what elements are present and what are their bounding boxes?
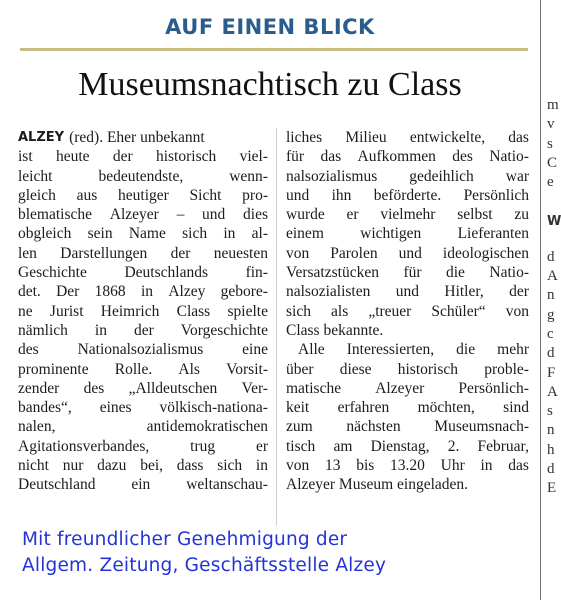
line-text: nalen, antidemokratischen	[18, 418, 268, 436]
line-text: Geschichte Deutschlands fin-	[18, 264, 268, 282]
line-text: ne Jurist Heimrich Class spielte	[18, 302, 268, 320]
page-column-rule	[540, 0, 541, 600]
text-line	[18, 302, 268, 321]
adjacent-article-edge	[547, 96, 561, 499]
line-text: und ihn beförderte. Persönlich	[286, 186, 529, 204]
text-line	[286, 340, 529, 359]
edge-letter: v	[547, 116, 555, 133]
text-line	[18, 417, 268, 436]
edge-letter: n	[547, 287, 555, 304]
line-text: von Parolen und ideologischen	[286, 244, 529, 262]
line-text: matische Alzeyer Persönlich-	[286, 379, 529, 397]
line-text: tisch am Dienstag, 2. Februar,	[286, 437, 529, 455]
line-text: zender des „Alldeutschen Ver-	[18, 379, 268, 397]
line-text: über diese historisch proble-	[286, 360, 529, 378]
line-text: einem wichtigen Lieferanten	[286, 225, 529, 243]
kicker-rule	[20, 48, 528, 51]
caption-line-2: Allgem. Zeitung, Geschäftsstelle Alzey	[22, 555, 387, 576]
line-text: Alzeyer Museum eingeladen.	[286, 476, 469, 494]
line-text: von 13 bis 13.20 Uhr in das	[286, 457, 529, 475]
edge-letter: h	[547, 441, 555, 458]
edge-letter: d	[547, 248, 555, 265]
text-line	[286, 437, 529, 456]
text-line	[18, 263, 268, 282]
line-text: (red). Eher unbekannt	[69, 129, 205, 146]
caption-line-1: Mit freundlicher Genehmigung der	[22, 529, 348, 550]
line-text: ist heute der historisch viel-	[18, 148, 268, 166]
line-text: blematische Alzeyer – und dies	[18, 206, 268, 224]
line-text: keit erfahren möchten, sind	[286, 399, 529, 417]
line-text: nalsozialisten und Hitler, der	[286, 283, 529, 301]
line-text: zum nächsten Museumsnach-	[286, 418, 529, 436]
edge-letter: E	[547, 480, 557, 497]
column-separator	[276, 128, 277, 526]
line-text: det. Der 1868 in Alzey gebore-	[18, 283, 268, 301]
edge-letter: c	[547, 325, 554, 342]
text-line	[18, 475, 268, 494]
text-line	[18, 379, 268, 398]
text-line	[286, 398, 529, 417]
line-text: Deutschland ein weltanschau-	[18, 476, 268, 494]
article-column-1	[18, 128, 268, 495]
line-text: len Darstellungen der neuesten	[18, 244, 268, 262]
edge-letter: A	[547, 383, 558, 400]
text-line	[286, 475, 529, 494]
edge-letter: s	[547, 135, 553, 152]
edge-letter: e	[547, 174, 554, 191]
text-line	[286, 379, 529, 398]
text-line	[286, 147, 529, 166]
edge-letter: A	[547, 268, 558, 285]
edge-letter: F	[547, 364, 556, 381]
text-line	[286, 282, 529, 301]
edge-letter: s	[547, 403, 553, 420]
text-line	[286, 302, 529, 321]
text-line	[18, 321, 268, 340]
text-line	[18, 167, 268, 186]
line-text: für das Aufkommen des Natio-	[286, 148, 529, 166]
text-line	[18, 282, 268, 301]
line-text: Alle Interessierten, die mehr	[298, 341, 529, 359]
line-text: obgleich sein Name sich in al-	[18, 225, 268, 243]
edge-letter: d	[547, 345, 555, 362]
edge-letter: C	[547, 154, 558, 171]
text-line	[286, 167, 529, 186]
permission-caption	[22, 527, 542, 579]
line-text: gleich aus heutiger Sicht pro-	[18, 186, 268, 204]
text-line	[18, 205, 268, 224]
line-text: nicht nur dazu bei, dass sich in	[18, 457, 268, 475]
text-line	[18, 456, 268, 475]
text-line	[286, 186, 529, 205]
edge-letter: g	[547, 306, 555, 323]
article-headline: Museumsnachtisch zu Class	[78, 66, 462, 103]
text-line	[18, 224, 268, 243]
text-line	[18, 128, 268, 147]
text-line	[18, 186, 268, 205]
dateline: ALZEY	[18, 130, 65, 145]
article-column-2	[286, 128, 529, 495]
edge-letter: W	[547, 214, 561, 230]
text-line	[286, 417, 529, 436]
line-text: Versatzstücken für die Natio-	[286, 264, 529, 282]
text-line	[286, 128, 529, 147]
line-text: wurde er vielmehr selbst zu	[286, 206, 529, 224]
text-line	[18, 340, 268, 359]
text-line	[18, 360, 268, 379]
line-text: prominente Rolle. Als Vorsit-	[18, 360, 268, 378]
line-text: des Nationalsozialismus eine	[18, 341, 268, 359]
text-line	[286, 263, 529, 282]
line-text: sich als „treuer Schüler“ von	[286, 302, 529, 320]
edge-letter: d	[547, 461, 555, 478]
line-text: leicht bedeutendste, wenn-	[18, 167, 268, 185]
line-text: Agitationsverbandes, trug er	[18, 437, 268, 455]
text-line	[18, 147, 268, 166]
edge-letter: n	[547, 422, 555, 439]
line-text: bandes“, eines völkisch-nationa-	[18, 399, 268, 417]
text-line	[286, 224, 529, 243]
text-line	[18, 244, 268, 263]
line-text: liches Milieu entwickelte, das	[286, 129, 529, 146]
text-line	[286, 456, 529, 475]
section-kicker: AUF EINEN BLICK	[165, 15, 375, 39]
edge-letter: m	[547, 97, 559, 113]
text-line	[286, 321, 529, 340]
text-line	[18, 437, 268, 456]
line-text: Class bekannte.	[286, 321, 384, 339]
line-text: nämlich in der Vorgeschichte	[18, 321, 268, 339]
text-line	[18, 398, 268, 417]
text-line	[286, 244, 529, 263]
text-line	[286, 360, 529, 379]
line-text: nalsozialismus gedeihlich war	[286, 167, 529, 185]
text-line	[286, 205, 529, 224]
